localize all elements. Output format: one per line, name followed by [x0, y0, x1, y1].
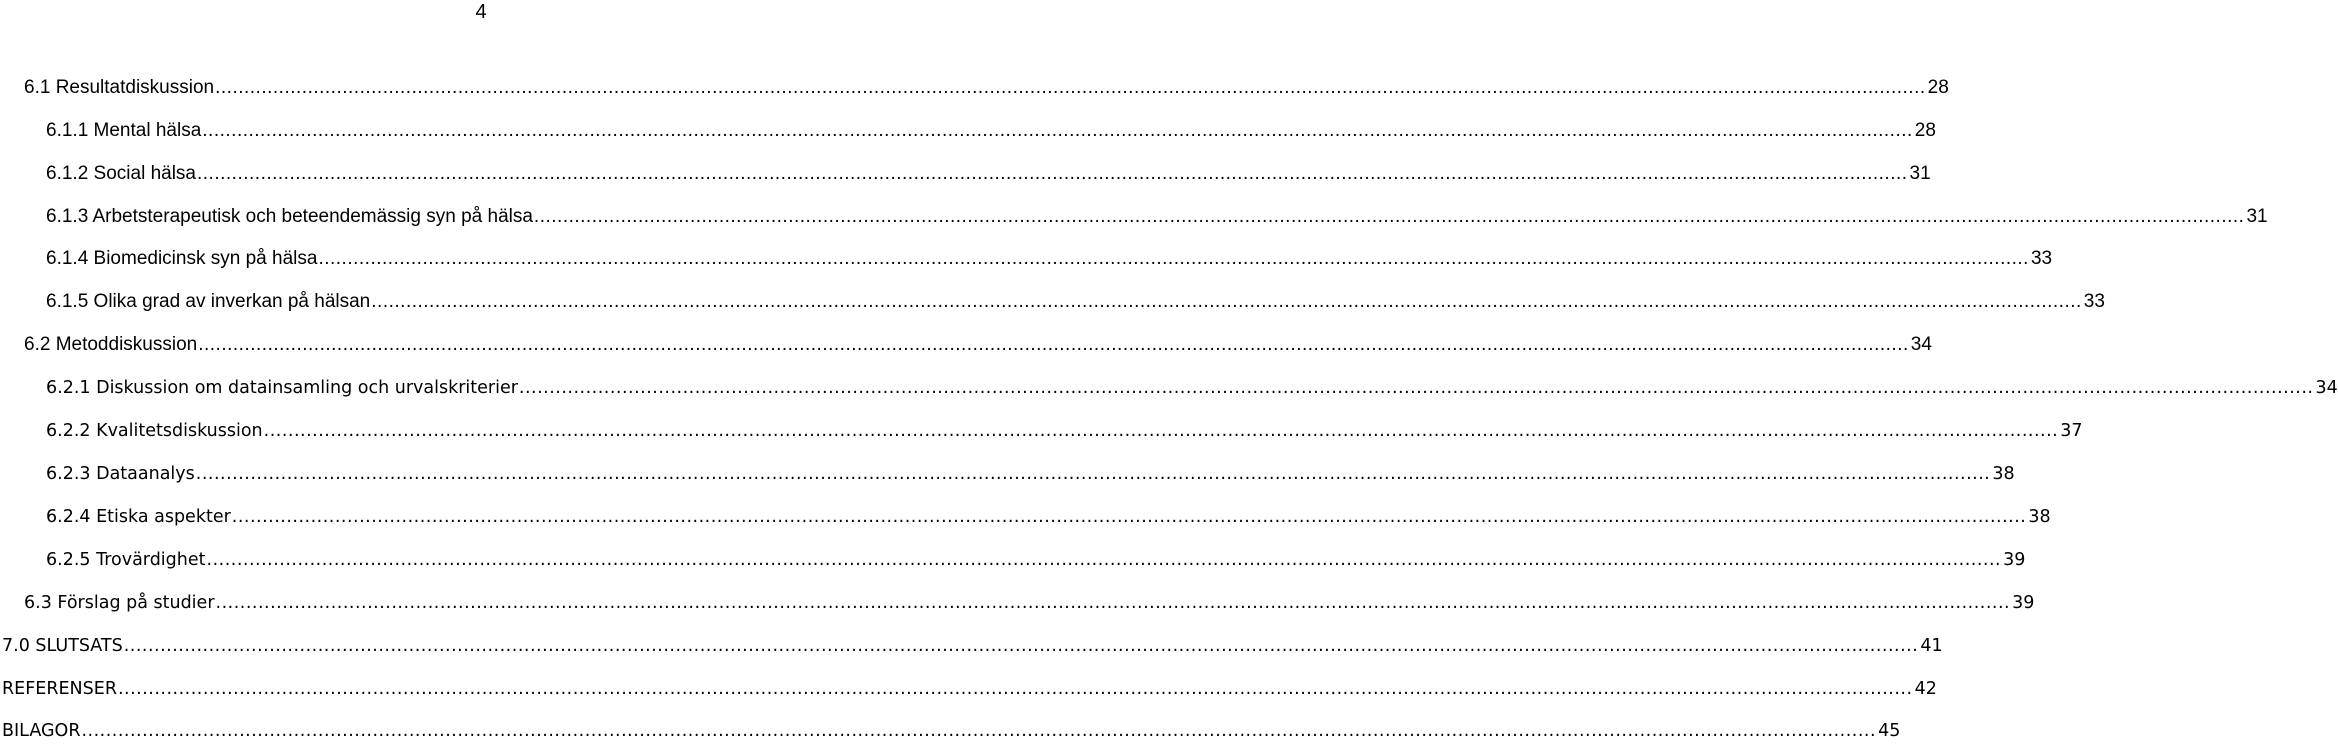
toc-entry-title: 6.2.1 Diskussion om datainsamling och urvalskriterier [46, 378, 518, 398]
toc-entry-6-2[interactable] [24, 327, 1932, 357]
toc-entry-page: 42 [1914, 679, 1937, 699]
toc-entry-title: 6.1.4 Biomedicinsk syn på hälsa [46, 248, 318, 269]
toc-entry-6-2-3[interactable] [46, 456, 2015, 486]
toc-entry-referenser[interactable] [2, 671, 1937, 701]
dot-leader: ........................................................................................................................................................................................................................................................................................................ [202, 120, 1913, 141]
toc-entry-page: 45 [1878, 721, 1901, 741]
toc-entry-6-1-5[interactable] [46, 284, 2105, 314]
toc-entry-title: 6.2.4 Etiska aspekter [46, 507, 231, 527]
toc-entry-title: REFERENSER [2, 679, 117, 699]
toc-entry-bilagor[interactable] [2, 713, 1901, 743]
toc-entry-title: 6.1.5 Olika grad av inverkan på hälsan [46, 291, 371, 312]
toc-entry-title: 6.1.3 Arbetsterapeutisk och beteendemässig syn på hälsa [46, 206, 533, 227]
toc-entry-title: 6.1.2 Social hälsa [46, 163, 196, 184]
dot-leader: ........................................................................................................................................................................................................................................................................................................ [117, 679, 1913, 699]
toc-entry-6-2-5[interactable] [46, 542, 2026, 572]
dot-leader: ........................................................................................................................................................................................................................................................................................................ [215, 77, 1926, 98]
toc-entry-6-3[interactable] [24, 585, 2035, 615]
toc-entry-title: 6.2.3 Dataanalys [46, 464, 195, 484]
toc-entry-page: 41 [1920, 636, 1943, 656]
toc-entry-title: 6.2.5 Trovärdighet [46, 550, 206, 570]
toc-entry-page: 38 [1992, 464, 2015, 484]
toc-entry-page: 28 [1927, 77, 1949, 98]
dot-leader: ........................................................................................................................................................................................................................................................................................................ [198, 334, 1909, 355]
dot-leader: ........................................................................................................................................................................................................................................................................................................ [215, 593, 2011, 613]
page-number: 4 [475, 1, 487, 23]
toc-entry-6-2-2[interactable] [46, 413, 2083, 443]
toc-entry-page: 31 [2246, 206, 2268, 227]
toc-entry-page: 39 [2003, 550, 2026, 570]
toc-entry-6-1-2[interactable] [46, 156, 1931, 186]
toc-entry-title: 6.2 Metoddiskussion [24, 334, 198, 355]
toc-entry-6-2-1[interactable] [46, 370, 2338, 400]
dot-leader: ........................................................................................................................................................................................................................................................................................................ [81, 721, 1877, 741]
toc-entry-title: 6.2.2 Kvalitetsdiskussion [46, 421, 263, 441]
toc-entry-6-1-1[interactable] [46, 113, 1936, 143]
dot-leader: ........................................................................................................................................................................................................................................................................................................ [197, 163, 1908, 184]
toc-entry-page: 34 [1910, 334, 1932, 355]
dot-leader: ........................................................................................................................................................................................................................................................................................................ [263, 421, 2059, 441]
dot-leader: ........................................................................................................................................................................................................................................................................................................ [231, 507, 2027, 527]
toc-entry-page: 34 [2315, 378, 2338, 398]
toc-entry-title: BILAGOR [2, 721, 81, 741]
dot-leader: ........................................................................................................................................................................................................................................................................................................ [123, 636, 1919, 656]
toc-entry-6-1[interactable] [24, 70, 1949, 100]
dot-leader: ........................................................................................................................................................................................................................................................................................................ [533, 206, 2245, 227]
toc-entry-page: 37 [2060, 421, 2083, 441]
toc-entry-6-1-4[interactable] [46, 241, 2053, 271]
dot-leader: ........................................................................................................................................................................................................................................................................................................ [206, 550, 2002, 570]
toc-entry-page: 33 [2083, 291, 2105, 312]
toc-entry-7-0[interactable] [2, 628, 1943, 658]
toc-entry-title: 6.3 Förslag på studier [24, 593, 215, 613]
toc-entry-6-2-4[interactable] [46, 499, 2051, 529]
dot-leader: ........................................................................................................................................................................................................................................................................................................ [371, 291, 2082, 312]
toc-entry-page: 33 [2030, 248, 2053, 269]
toc-entry-page: 28 [1914, 120, 1936, 141]
dot-leader: ........................................................................................................................................................................................................................................................................................................ [195, 464, 1991, 484]
toc-entry-page: 39 [2012, 593, 2035, 613]
toc-entry-page: 31 [1909, 163, 1931, 184]
dot-leader: ........................................................................................................................................................................................................................................................................................................ [318, 248, 2029, 269]
toc-entry-title: 6.1.1 Mental hälsa [46, 120, 202, 141]
toc-entry-page: 38 [2028, 507, 2051, 527]
toc-entry-6-1-3[interactable] [46, 199, 2268, 229]
toc-entry-title: 6.1 Resultatdiskussion [24, 77, 215, 98]
dot-leader: ........................................................................................................................................................................................................................................................................................................ [518, 378, 2314, 398]
toc-entry-title: 7.0 SLUTSATS [2, 636, 123, 656]
